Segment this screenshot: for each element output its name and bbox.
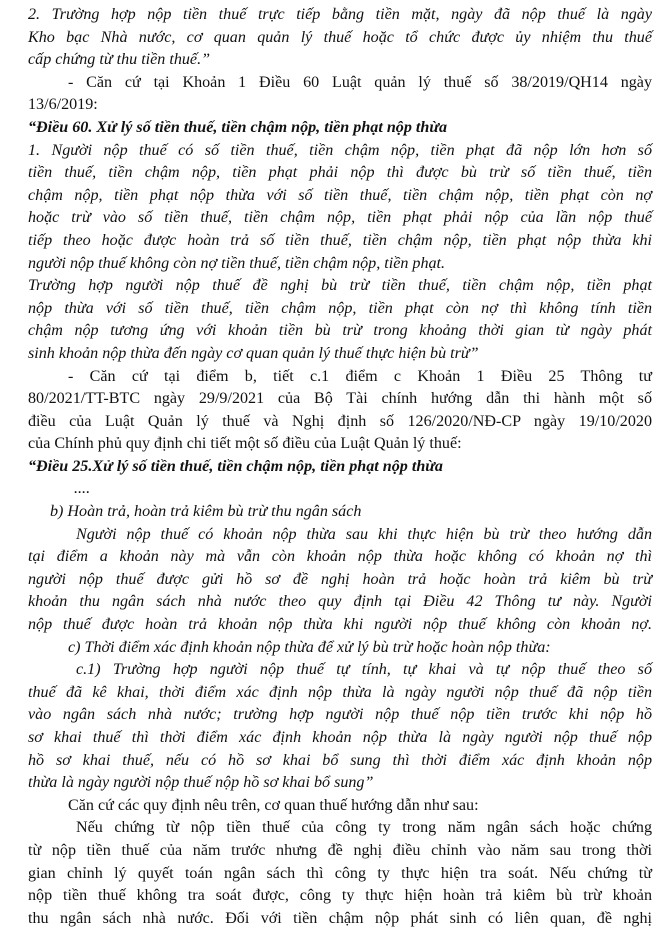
heading-article-25 [28, 456, 652, 479]
text-line: 1. Người nộp thuế có số tiền thuế, tiền chậm nộp, tiền phạt đã nộp lớn hơn số [28, 141, 652, 159]
paragraph-refund-details [28, 524, 652, 637]
text-line: từ nộp tiền thuế của năm trước nhưng đề nghị điều chỉnh vào năm sau trong thời [28, 841, 652, 859]
text-line: “Điều 25.Xử lý số tiền thuế, tiền chậm nộp, tiền phạt nộp thừa [28, 457, 443, 475]
text-line: của Chính phủ quy định chi tiết một số điều của Luật Quản lý thuế: [28, 435, 462, 453]
paragraph-offset-case [28, 275, 652, 365]
text-line: hoặc trừ vào số tiền thuế, tiền chậm nộp, tiền phạt phải nộp của lần nộp thuế [28, 209, 652, 227]
text-line: 13/6/2019: [28, 96, 98, 114]
text-line: người nộp thuế không còn nợ tiền thuế, tiền chậm nộp, tiền phạt. [28, 254, 446, 272]
text-line: hồ sơ khai thuế, nếu có hồ sơ khai bổ sung thì thời điểm xác định khoản nộp [28, 751, 652, 769]
paragraph-guidance-body [28, 817, 652, 930]
text-line: thu ngân sách nhà nước. Đối với tiền chậm nộp phát sinh có liên quan, đề nghị [28, 909, 652, 927]
text-line: khoản thu ngân sách nhà nước theo quy định tại Điều 42 Thông tư này. Người [28, 593, 652, 611]
paragraph-article-60-clause-1 [28, 140, 652, 276]
text-line: 80/2021/TT-BTC ngày 29/9/2021 của Bộ Tài chính hướng dẫn thi hành một số [28, 390, 652, 408]
subheading-timing [28, 637, 652, 660]
text-line: c.1) Trường hợp người nộp thuế tự tính, tự khai và tự nộp thuế theo số [76, 661, 652, 679]
text-line: Căn cứ các quy định nêu trên, cơ quan thuế hướng dẫn như sau: [68, 796, 479, 814]
text-line: nộp thừa với số tiền thuế, tiền chậm nộp, tiền phạt còn nợ thì không tính tiền [28, 299, 652, 317]
paragraph-basis-circular-80 [28, 366, 652, 456]
text-line: c) Thời điểm xác định khoản nộp thừa để xử lý bù trừ hoặc hoàn nộp thừa: [68, 638, 551, 656]
paragraph-c1-details [28, 659, 652, 795]
paragraph-guidance-intro [28, 795, 652, 818]
text-line: thuế đã kê khai, thời điểm xác định nộp thừa là ngày người nộp thuế đã nộp tiền [28, 683, 652, 701]
text-line: .... [74, 480, 91, 498]
ellipsis-line [28, 478, 652, 501]
document-page [28, 4, 652, 930]
text-line: 2. Trường hợp nộp tiền thuế trực tiếp bằng tiền mặt, ngày đã nộp thuế là ngày [28, 6, 652, 23]
text-line: nộp tiền thuế không tra soát được, công ty thực hiện hoàn trả kiêm bù trừ khoản [28, 887, 652, 905]
text-line: chậm nộp, tiền phạt nộp thừa với số tiền thuế, tiền chậm nộp, tiền phạt còn nợ [28, 186, 652, 204]
text-line: vào ngân sách nhà nước; trường hợp người nộp thuế nộp tiền trước khi nộp hồ [28, 706, 652, 724]
text-line: người nộp thuế được gửi hồ sơ đề nghị hoàn trả hoặc hoàn trả kiêm bù trừ [28, 570, 652, 588]
text-line: - Căn cứ tại điểm b, tiết c.1 điểm c Khoản 1 Điều 25 Thông tư [68, 367, 652, 385]
paragraph-payment-cash [28, 4, 652, 72]
text-line: sơ khai thuế thì thời điểm xác định khoản nộp thừa là ngày người nộp thuế nộp [28, 729, 652, 746]
text-line: “Điều 60. Xử lý số tiền thuế, tiền chậm nộp, tiền phạt nộp thừa [28, 118, 448, 136]
text-line: tiền thuế, tiền chậm nộp, tiền phạt phải nộp thì được bù trừ số tiền thuế, tiền [28, 164, 652, 182]
text-line: gian chỉnh lý quyết toán ngân sách thì công ty thực hiện tra soát. Nếu chứng từ [28, 864, 652, 882]
text-line: Nếu chứng từ nộp tiền thuế của công ty trong năm ngân sách hoặc chứng [76, 819, 652, 837]
text-line: tiếp theo hoặc được hoàn trả số tiền thuế, tiền chậm nộp, tiền phạt nộp thừa khi [28, 231, 652, 249]
paragraph-basis-article-60 [28, 72, 652, 117]
text-line: sinh khoản nộp thừa đến ngày cơ quan quản lý thuế thực hiện bù trừ” [28, 344, 479, 362]
text-line: thừa là ngày người nộp thuế nộp hồ sơ khai bổ sung” [28, 774, 374, 792]
text-line: chậm nộp tương ứng với khoản tiền bù trừ trong khoảng thời gian từ ngày phát [28, 322, 652, 340]
text-line: Trường hợp người nộp thuế đề nghị bù trừ tiền thuế, tiền chậm nộp, tiền phạt [28, 277, 652, 295]
text-line: Người nộp thuế có khoản nộp thừa sau khi thực hiện bù trừ theo hướng dẫn [76, 525, 652, 543]
text-line: cấp chứng từ thu tiền thuế.” [28, 51, 211, 69]
text-line: tại điểm a khoản này mà vẫn còn khoản nộp thừa hoặc không có khoản nợ thì [28, 548, 652, 566]
text-line: nộp thuế được hoàn trả khoản nộp thừa khi người nộp thuế không còn khoản nợ. [28, 616, 652, 634]
text-line: - Căn cứ tại Khoản 1 Điều 60 Luật quản lý thuế số 38/2019/QH14 ngày [68, 73, 652, 91]
text-line: b) Hoàn trả, hoàn trả kiêm bù trừ thu ngân sách [50, 503, 362, 521]
text-line: Kho bạc Nhà nước, cơ quan quản lý thuế hoặc tổ chức được ủy nhiệm thu thuế [28, 28, 652, 46]
text-line: điều của Luật Quản lý thuế và Nghị định số 126/2020/NĐ-CP ngày 19/10/2020 [28, 412, 652, 430]
heading-article-60 [28, 117, 652, 140]
subheading-refund [28, 501, 652, 524]
